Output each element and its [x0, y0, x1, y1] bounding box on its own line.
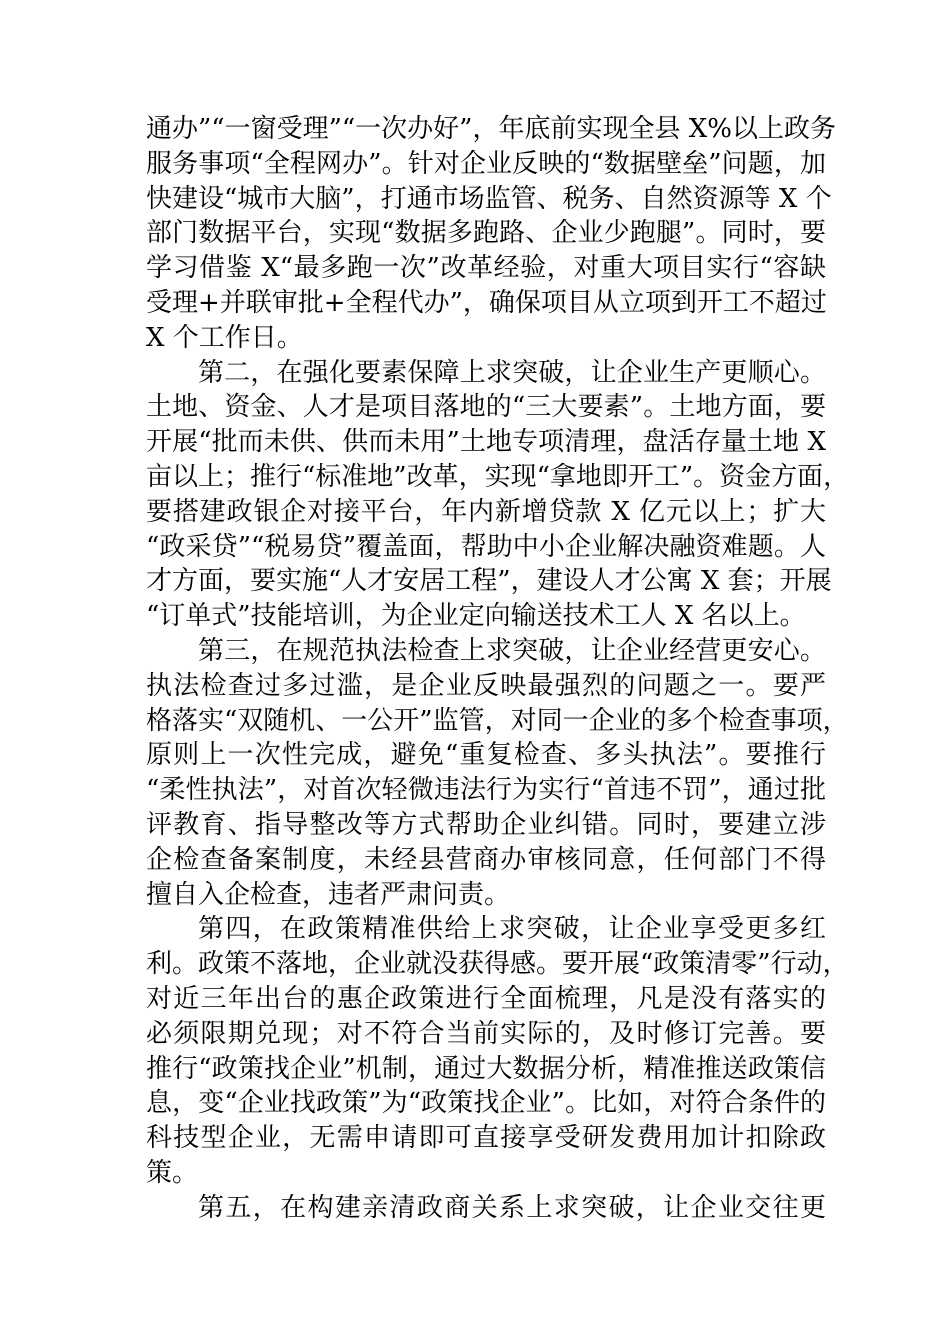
text-line: 策。 — [146, 1157, 199, 1188]
text-line: “政采贷”“税易贷”覆盖面，帮助中小企业解决融资难题。人 — [146, 531, 826, 562]
text-line: 息，变“企业找政策”为“政策找企业”。比如，对符合条件的 — [146, 1088, 826, 1119]
text-line: 服务事项“全程网办”。针对企业反映的“数据壁垒”问题，加 — [146, 148, 826, 179]
text-line: 土地、资金、人才是项目落地的“三大要素”。土地方面，要 — [146, 392, 826, 423]
text-line: 原则上一次性完成，避免“重复检查、多头执法”。要推行 — [146, 740, 826, 771]
text-line: 开展“批而未供、供而未用”土地专项清理，盘活存量土地 X — [146, 427, 826, 458]
text-line: 格落实“双随机、一公开”监管，对同一企业的多个检查事项， — [146, 705, 849, 736]
body-text — [146, 112, 850, 1226]
text-line: 利。政策不落地，企业就没获得感。要开展“政策清零”行动， — [146, 949, 849, 980]
text-line: 执法检查过多过滥，是企业反映最强烈的问题之一。要严 — [146, 670, 826, 701]
text-line: 评教育、指导整改等方式帮助企业纠错。同时，要建立涉 — [146, 809, 826, 840]
text-line: 擅自入企检查，违者严肃问责。 — [146, 879, 511, 910]
text-line: “柔性执法”，对首次轻微违法行为实行“首违不罚”，通过批 — [146, 775, 826, 806]
text-line: 科技型企业，无需申请即可直接享受研发费用加计扣除政 — [146, 1123, 826, 1154]
paragraph-heading-5: 第五，在构建亲清政商关系上求突破，让企业交往更 — [198, 1192, 826, 1223]
text-line: 要搭建政银企对接平台，年内新增贷款 X 亿元以上；扩大 — [146, 496, 826, 527]
text-line: 才方面，要实施“人才安居工程”，建设人才公寓 X 套；开展 — [146, 566, 832, 597]
text-line: 亩以上；推行“标准地”改革，实现“拿地即开工”。资金方面， — [146, 461, 850, 492]
text-line: 快建设“城市大脑”，打通市场监管、税务、自然资源等 X 个 — [146, 183, 832, 214]
text-line: X 个工作日。 — [146, 322, 303, 353]
paragraph-heading-4: 第四，在政策精准供给上求突破，让企业享受更多红 — [198, 914, 826, 945]
text-line: “订单式”技能培训，为企业定向输送技术工人 X 名以上。 — [146, 601, 806, 632]
paragraph-heading-2: 第二，在强化要素保障上求突破，让企业生产更顺心。 — [198, 357, 826, 388]
text-line: 通办”“一窗受理”“一次办好”，年底前实现全县 X%以上政务 — [146, 114, 836, 144]
text-line: 学习借鉴 X“最多跑一次”改革经验，对重大项目实行“容缺 — [146, 253, 826, 284]
text-line: 对近三年出台的惠企政策进行全面梳理，凡是没有落实的 — [146, 983, 826, 1014]
text-line: 必须限期兑现；对不符合当前实际的，及时修订完善。要 — [146, 1018, 826, 1049]
text-line: 企检查备案制度，未经县营商办审核同意，任何部门不得 — [146, 844, 826, 875]
text-line: 部门数据平台，实现“数据多跑路、企业少跑腿”。同时，要 — [146, 218, 826, 249]
paragraph-heading-3: 第三，在规范执法检查上求突破，让企业经营更安心。 — [198, 635, 826, 666]
text-line: 推行“政策找企业”机制，通过大数据分析，精准推送政策信 — [146, 1053, 826, 1084]
text-line: 受理+并联审批+全程代办”，确保项目从立项到开工不超过 — [146, 287, 827, 318]
